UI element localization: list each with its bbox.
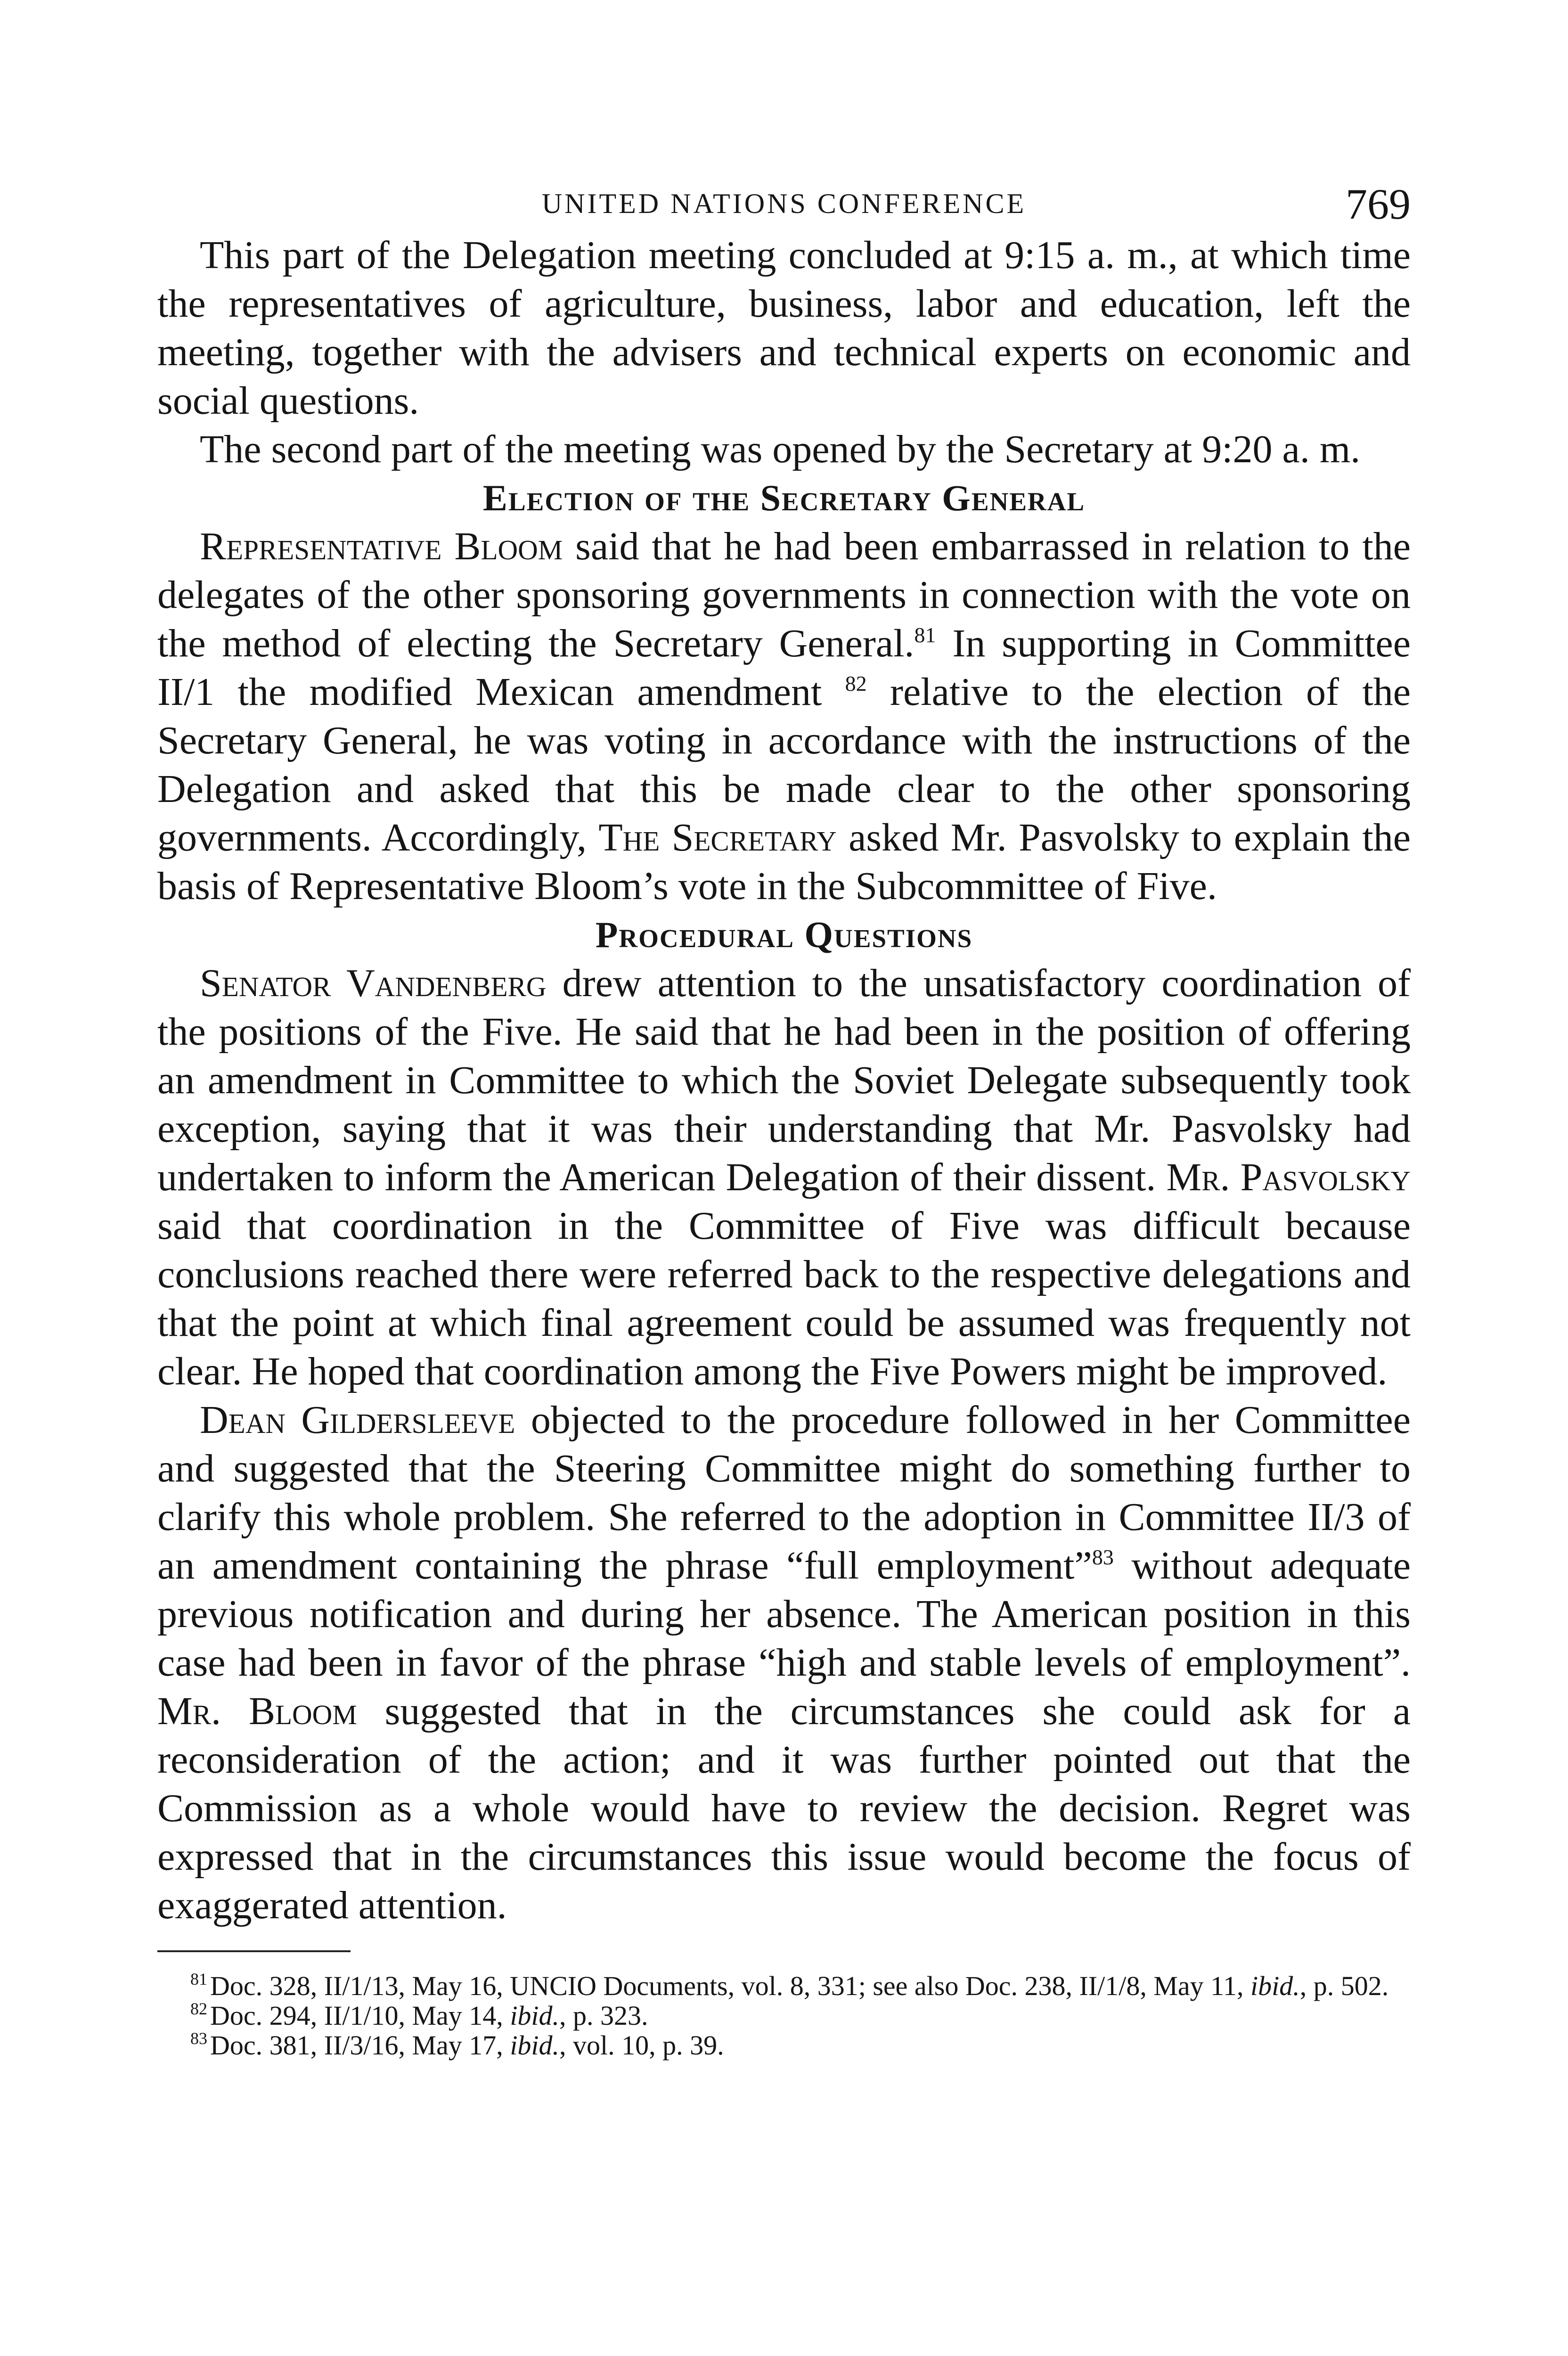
speaker-name: Representative Bloom	[200, 524, 563, 568]
speaker-name: Senator Vandenberg	[200, 961, 547, 1005]
paragraph-text: objected to the procedure followed in her Committee and suggested that the Steering Committee might do something further to clarify this whole problem. She referred to the adoption in Committee II/3 of an amendment containing the phrase “full employment”	[157, 1398, 1411, 1587]
paragraph-text: without adequate previous notification and during her absence. The American position in this case had been in favor of the phrase “high and stable levels of employment”.	[157, 1544, 1411, 1685]
page-number: 769	[1346, 180, 1411, 228]
paragraph-procedural-2	[157, 1396, 1411, 1930]
footnotes	[157, 1971, 1411, 2060]
footnote-82	[157, 2001, 1411, 2030]
paragraph-text: said that he had been embarrassed in relation to the delegates of the other sponsoring governments in connection with the vote on the method of electing the Secretary General.	[157, 524, 1411, 665]
speaker-name: Mr. Bloom	[157, 1689, 357, 1733]
section-heading-election: Election of the Secretary General	[482, 477, 1086, 518]
footnote-83	[157, 2030, 1411, 2060]
document-page	[157, 179, 1411, 2060]
footnote-text: , vol. 10, p. 39.	[559, 2030, 724, 2061]
paragraph-text: suggested that in the circumstances she could ask for a reconsideration of the action; and it was further pointed out that the Commission as a whole would have to review the decision. Regret was expressed that in the circumstances this issue would become the focus of exaggerated attention.	[157, 1689, 1411, 1927]
footnote-text: Doc. 328, II/1/13, May 16, UNCIO Documents, vol. 8, 331; see also Doc. 238, II/1/8, May 11,	[210, 1971, 1250, 2001]
speaker-name: Mr. Pasvolsky	[1166, 1155, 1411, 1199]
paragraph-text: asked Mr. Pasvolsky to explain the basis of Representative Bloom’s vote in the Subcommittee of Five.	[157, 816, 1411, 908]
footnote-ibid: ibid.	[1250, 1971, 1300, 2001]
paragraph-procedural-1	[157, 959, 1411, 1396]
footnote-text: Doc. 381, II/3/16, May 17,	[210, 2030, 510, 2061]
speaker-name: The Secretary	[598, 816, 837, 859]
paragraph-1: This part of the Delegation meeting concluded at 9:15 a. m., at which time the representatives of agriculture, business, labor and education, left the meeting, together with the advisers and technical experts on economic and social questions.	[157, 233, 1411, 423]
paragraph-text: relative to the election of the Secretary General, he was voting in accordance with the instructions of the Delegation and asked that this be made clear to the other sponsoring governments. Accordingly,	[157, 670, 1411, 859]
footnote-ref-83: 83	[1092, 1545, 1114, 1569]
footnote-ref-81: 81	[914, 623, 936, 647]
footnote-mark: 81	[190, 1970, 207, 1988]
footnote-text: Doc. 294, II/1/10, May 14,	[210, 2000, 510, 2031]
running-title: UNITED NATIONS CONFERENCE	[541, 188, 1027, 219]
footnote-81	[157, 1971, 1411, 2001]
paragraph-election	[157, 522, 1411, 910]
body-text	[157, 231, 1411, 1930]
footnote-mark: 83	[190, 2029, 207, 2048]
paragraph-text: In supporting in Committee II/1 the modified Mexican amendment	[157, 622, 1411, 714]
footnote-divider	[157, 1950, 351, 1952]
paragraph-text: said that coordination in the Committee of Five was difficult because conclusions reached there were referred back to the respective delegations and that the point at which final agreement could be assumed was frequently not clear. He hoped that coordination among the Five Powers might be improved.	[157, 1204, 1411, 1393]
paragraph-2: The second part of the meeting was opened by the Secretary at 9:20 a. m.	[200, 427, 1361, 471]
paragraph-text: drew attention to the unsatisfactory coordination of the positions of the Five. He said that he had been in the position of offering an amendment in Committee to which the Soviet Delegate subsequently took exception, saying that it was their understanding that Mr. Pasvolsky had undertaken to inform the American Delegation of their dissent.	[157, 961, 1411, 1199]
footnote-ibid: ibid.	[510, 2030, 560, 2061]
footnote-text: , p. 502.	[1299, 1971, 1389, 2001]
footnote-mark: 82	[190, 1999, 207, 2018]
footnote-ibid: ibid.	[510, 2000, 560, 2031]
running-header	[157, 179, 1411, 231]
footnote-ref-82: 82	[845, 671, 867, 695]
section-heading-procedural: Procedural Questions	[595, 914, 973, 955]
footnote-text: , p. 323.	[559, 2000, 648, 2031]
speaker-name: Dean Gildersleeve	[200, 1398, 515, 1442]
